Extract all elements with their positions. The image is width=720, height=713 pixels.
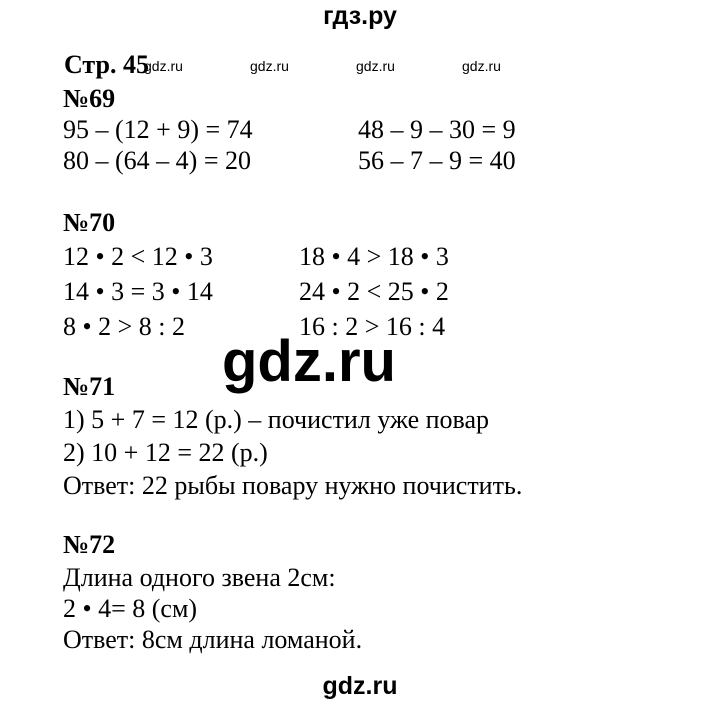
exercise-69-line: 56 – 7 – 9 = 40 bbox=[358, 146, 516, 175]
exercise-69-number: №69 bbox=[63, 84, 116, 113]
exercise-72-line: Ответ: 8см длина ломаной. bbox=[63, 625, 363, 654]
exercise-69-line: 80 – (64 – 4) = 20 bbox=[63, 146, 251, 175]
exercise-71-line: 2) 10 + 12 = 22 (р.) bbox=[63, 438, 268, 467]
exercise-71-number: №71 bbox=[63, 372, 116, 401]
exercise-71-line: Ответ: 22 рыбы повару нужно почистить. bbox=[63, 471, 523, 500]
exercise-70-number: №70 bbox=[63, 208, 116, 237]
site-title: гдз.ру bbox=[323, 2, 397, 30]
watermark-small: gdz.ru bbox=[144, 58, 183, 74]
exercise-70-line: 18 • 4 > 18 • 3 bbox=[299, 242, 449, 271]
exercise-70-line: 24 • 2 < 25 • 2 bbox=[299, 277, 449, 306]
site-footer: gdz.ru bbox=[322, 672, 398, 700]
exercise-71-line: 1) 5 + 7 = 12 (р.) – почистил уже повар bbox=[63, 405, 490, 434]
exercise-70-line: 16 : 2 > 16 : 4 bbox=[299, 312, 446, 341]
page-heading: Стр. 45 bbox=[64, 50, 149, 79]
exercise-70-line: 8 • 2 > 8 : 2 bbox=[63, 312, 185, 341]
exercise-72-line: 2 • 4= 8 (см) bbox=[63, 594, 198, 623]
exercise-69-line: 48 – 9 – 30 = 9 bbox=[358, 115, 516, 144]
exercise-72-line: Длина одного звена 2см: bbox=[63, 563, 336, 592]
exercise-69-line: 95 – (12 + 9) = 74 bbox=[63, 115, 253, 144]
exercise-70-line: 12 • 2 < 12 • 3 bbox=[63, 242, 213, 271]
watermark-large: gdz.ru bbox=[222, 329, 396, 394]
watermark-small: gdz.ru bbox=[356, 58, 395, 74]
watermark-small: gdz.ru bbox=[462, 58, 501, 74]
watermark-small: gdz.ru bbox=[250, 58, 289, 74]
exercise-72-number: №72 bbox=[63, 530, 116, 559]
exercise-70-line: 14 • 3 = 3 • 14 bbox=[63, 277, 213, 306]
